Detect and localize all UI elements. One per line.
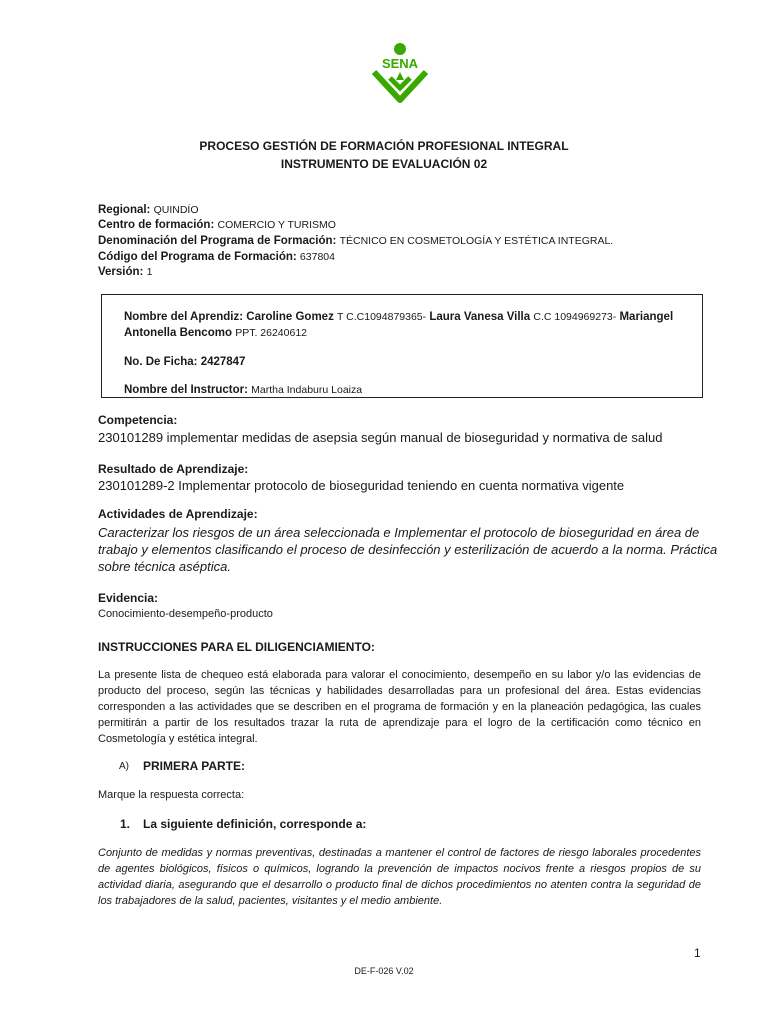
primera-marker: A): [119, 761, 129, 772]
aprendiz-id-2: C.C 1094969273-: [533, 311, 617, 323]
logo-text: SENA: [381, 56, 419, 71]
instrucciones-title: INSTRUCCIONES PARA EL DILIGENCIAMIENTO:: [98, 640, 375, 654]
aprendiz-box: [101, 294, 703, 398]
header-subtitle: INSTRUMENTO DE EVALUACIÓN 02: [280, 157, 488, 171]
regional-field: [98, 204, 199, 216]
ficha-value: 2427847: [200, 356, 246, 368]
competencia-label: Competencia:: [98, 413, 178, 427]
page-number: 1: [694, 946, 701, 960]
aprendiz-line-2: [124, 327, 307, 339]
version-value: 1: [146, 266, 153, 278]
version-field: [98, 266, 152, 278]
instructor-value: Martha Indaburu Loaiza: [251, 384, 363, 396]
marque-instruction: Marque la respuesta correcta:: [98, 789, 245, 801]
actividades-label: Actividades de Aprendizaje:: [98, 507, 258, 521]
ficha-label: No. De Ficha:: [124, 356, 198, 368]
centro-field: [98, 219, 336, 231]
question-1-number: 1.: [120, 817, 131, 831]
aprendiz-id-1: T C.C1094879365-: [337, 311, 427, 323]
header-title: PROCESO GESTIÓN DE FORMACIÓN PROFESIONAL INTEGRAL: [199, 139, 569, 153]
aprendiz-line-1: [124, 311, 673, 323]
instrucciones-paragraph: La presente lista de chequeo está elaborada para valorar el conocimiento, desempeño en su labor y/o las evidencias de producto del proceso, según las técnicas y habilidades desarrolladas para un profesional del área. Estas evidencias corresponden a las actividades que se describen en el programa de formación y en la planeación pedagógica, las cuales permitirán a partir de los resultados trazar la ruta de aprendizaje para el logro de la certificación como técnico en Cosmetología y estética integral.: [98, 669, 701, 745]
question-1-text: La siguiente definición, corresponde a:: [143, 817, 367, 831]
ficha-line: [124, 356, 245, 368]
codigo-label: Código del Programa de Formación:: [98, 251, 297, 263]
aprendiz-name-1: Caroline Gomez: [246, 311, 334, 323]
version-label: Versión:: [98, 266, 144, 278]
evidencia-label: Evidencia:: [98, 591, 159, 605]
aprendiz-id-3: PPT. 26240612: [235, 327, 307, 339]
programa-label: Denominación del Programa de Formación:: [98, 235, 337, 247]
actividades-line-3: sobre técnica aséptica.: [98, 559, 231, 574]
regional-value: QUINDÍO: [153, 204, 199, 216]
aprendiz-name-3a: Mariangel: [619, 311, 674, 323]
programa-field: [98, 235, 613, 247]
codigo-value: 637804: [299, 251, 335, 263]
definition-paragraph: Conjunto de medidas y normas preventivas, destinadas a mantener el control de factores de riesgo laborales procedentes de agentes biológicos, físicos o químicos, logrando la prevención de impactos nocivos frente a riesgos propios de su actividad diaria, asegurando que el desarrollo o producto final de dichos procedimientos no atenten contra la seguridad de los trabajadores de la salud, pacientes, visitantes y el medio ambiente.: [98, 847, 701, 907]
primera-title: PRIMERA PARTE:: [143, 759, 245, 773]
resultado-text: 230101289-2 Implementar protocolo de bioseguridad teniendo en cuenta normativa vigente: [98, 478, 625, 493]
sena-logo: [368, 42, 432, 106]
footer-code: DE-F-026 V.02: [354, 966, 414, 976]
aprendiz-name-2: Laura Vanesa Villa: [429, 311, 531, 323]
codigo-field: [98, 251, 335, 263]
programa-value: TÉCNICO EN COSMETOLOGÍA Y ESTÉTICA INTEGRAL.: [339, 235, 614, 247]
instructor-label: Nombre del Instructor:: [124, 384, 248, 396]
evidencia-text: Conocimiento-desempeño-producto: [98, 608, 273, 620]
actividades-line-2: trabajo y elementos clasificando el proceso de desinfección y esterilización de acuerdo a la norma. Práctica: [98, 542, 718, 557]
aprendiz-label: Nombre del Aprendiz:: [124, 311, 244, 323]
centro-label: Centro de formación:: [98, 219, 215, 231]
competencia-text: 230101289 implementar medidas de asepsia según manual de bioseguridad y normativa de salud: [98, 430, 663, 445]
centro-value: COMERCIO Y TURISMO: [217, 219, 336, 231]
regional-label: Regional:: [98, 204, 151, 216]
instructor-line: [124, 384, 362, 396]
aprendiz-name-3b: Antonella Bencomo: [124, 327, 232, 339]
actividades-line-1: Caracterizar los riesgos de un área seleccionada e Implementar el protocolo de bioseguridad en área de: [98, 525, 700, 540]
resultado-label: Resultado de Aprendizaje:: [98, 462, 249, 476]
